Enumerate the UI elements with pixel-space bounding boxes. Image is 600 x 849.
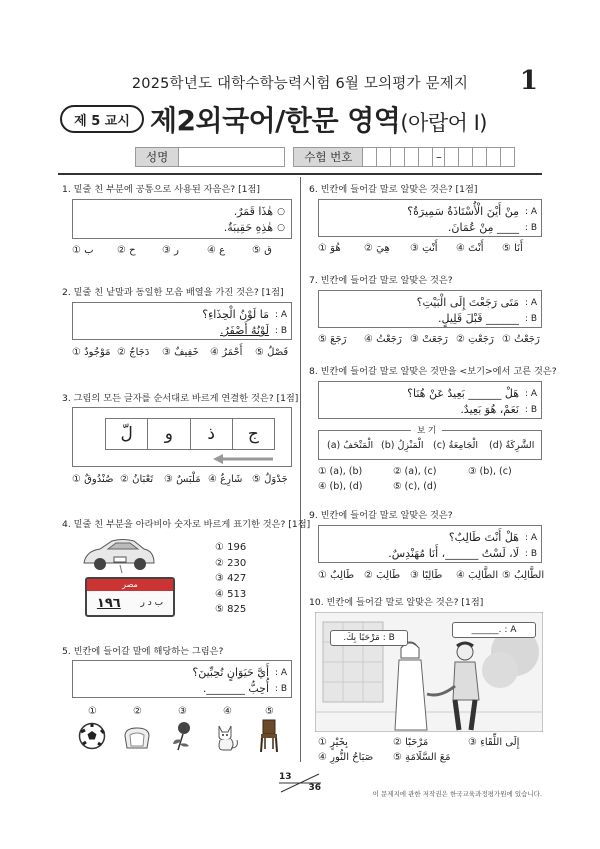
q10-option[interactable]: ④ صَبَاحُ النُّورِ: [318, 752, 374, 763]
q5-a: أَيَّ حَيَوَانٍ تُحِبِّينَ؟: [192, 666, 269, 679]
q9-tag-b: : B: [524, 549, 537, 559]
q6-option[interactable]: ④ أَنْتَ: [456, 243, 484, 254]
subject-sub: (아랍어 Ⅰ): [400, 111, 487, 135]
q4-option[interactable]: ④ 513: [215, 588, 247, 600]
q7-option[interactable]: ③ رَجَعَتْ: [410, 334, 448, 345]
q6-option[interactable]: ⑤ أَنَا: [502, 243, 523, 254]
q5-b: أُحِبُّ _______.: [202, 682, 269, 695]
q8-bogi-item: (a) الْمَتْحَفُ: [327, 440, 374, 451]
page-total: 36: [308, 783, 321, 793]
q9-option[interactable]: ④ الطَّالِبَ: [456, 570, 499, 581]
q2-tag-a: : A: [274, 310, 287, 320]
q3-letter: و: [148, 419, 190, 449]
q3-letter: لّ: [106, 419, 148, 449]
q2-stem: 2. 밑줄 친 낱말과 동일한 모음 배열을 가진 것은? [1점]: [62, 287, 284, 298]
q3-options: [72, 474, 292, 485]
q6-stem: 6. 빈칸에 들어갈 말로 알맞은 것은? [1점]: [309, 184, 478, 195]
exam-number-dash: –: [433, 147, 445, 167]
q6-option[interactable]: ② هِيَ: [364, 243, 390, 254]
chair-icon: [257, 718, 281, 754]
q8-option[interactable]: ① (a), (b): [318, 466, 363, 477]
copyright: 이 문제지에 관한 저작권은 한국교육과정평가원에 있습니다.: [372, 790, 542, 798]
q10-option[interactable]: ② مَرْحَبًا: [393, 737, 429, 748]
q4-options: [215, 540, 246, 618]
q3-option[interactable]: ② تَعْبَانُ: [120, 474, 154, 485]
q10-stem: 10. 빈칸에 들어갈 말로 알맞은 것은? [1점]: [309, 597, 484, 608]
q9-a: هَلْ أَنْتَ طَالِبٌ؟: [448, 531, 519, 544]
car-icon: [78, 535, 158, 575]
q6-tag-a: : A: [524, 207, 537, 217]
q10-options-row2: [318, 752, 483, 763]
q7-tag-b: : B: [524, 314, 537, 324]
q2-option[interactable]: ③ خَفِيفٌ: [162, 347, 199, 358]
q5-num[interactable]: ④: [223, 706, 232, 717]
q3-letter-strip: [105, 418, 275, 450]
q7-a: مَتَى رَجَعْتَ إِلَى الْبَيْتِ؟: [416, 296, 519, 309]
exam-number-cell[interactable]: [445, 147, 459, 167]
q10-option[interactable]: ① بِخَيْرٍ: [318, 737, 348, 748]
q2-option[interactable]: ① مَوْجُودٌ: [72, 347, 111, 358]
session-badge: 제 5 교시: [60, 105, 144, 133]
exam-number-cell[interactable]: [501, 147, 515, 167]
q6-tag-b: : B: [524, 223, 537, 233]
q1-bullet: ○: [277, 223, 285, 233]
page-number: 1: [519, 66, 538, 96]
q6-a: مِنْ أَيْنَ الْأُسْتَاذَةُ سَمِيرَةُ؟: [407, 205, 519, 218]
q9-box: [318, 525, 542, 563]
q1-option[interactable]: ③ ر: [162, 245, 179, 256]
column-divider: [300, 177, 301, 762]
q3-stem: 3. 그림의 모든 글자를 순서대로 바르게 연결한 것은? [1점]: [62, 393, 299, 404]
q2-option[interactable]: ② دَجَاجٌ: [117, 347, 150, 358]
q7-option[interactable]: ④ رَجَعْتُ: [364, 334, 402, 345]
q8-bogi-label: 보 기: [411, 424, 442, 436]
q10-bubble-a: ______. : A: [452, 622, 536, 638]
q1-box: [72, 199, 292, 239]
q1-option[interactable]: ① ب: [72, 245, 94, 256]
q4-option[interactable]: ② 230: [215, 557, 247, 569]
q2-option[interactable]: ④ أَحْمَرُ: [210, 347, 243, 358]
exam-title-line: 2025학년도 대학수학능력시험 6월 모의평가 문제지: [131, 76, 469, 92]
page-fraction: [279, 772, 321, 794]
q3-option[interactable]: ⑤ جَدْوَلٌ: [252, 474, 288, 485]
name-field[interactable]: [179, 147, 285, 167]
q3-option[interactable]: ① صُنْدُوقٌ: [72, 474, 114, 485]
q7-box: [318, 290, 542, 328]
q7-options: [318, 334, 542, 345]
exam-number-cell[interactable]: [377, 147, 391, 167]
q3-letter: ج: [247, 424, 259, 444]
q3-option[interactable]: ④ شَارِعٌ: [208, 474, 243, 485]
exam-number-cell[interactable]: [391, 147, 405, 167]
q8-options-row1: [318, 466, 538, 477]
name-label: 성명: [135, 147, 179, 167]
q9-option[interactable]: ② طَالِبَ: [364, 570, 401, 581]
q9-tag-a: : A: [524, 533, 537, 543]
q8-option[interactable]: ③ (b), (c): [468, 466, 512, 477]
q10-options-row1: [318, 737, 542, 748]
q8-a: هَلْ ______ بَعِيدٌ عَنْ هُنَا؟: [407, 387, 519, 400]
q7-tag-a: : A: [524, 298, 537, 308]
plate-country: مصر: [87, 579, 173, 591]
q1-line1: هٰذَا قَمَرٌ.: [233, 205, 273, 218]
q4-stem: 4. 밑줄 친 부분을 아라비아 숫자로 바르게 표기한 것은? [1점]: [62, 519, 311, 530]
q2-a: مَا لَوْنُ الْحِذَاءِ؟: [202, 308, 269, 321]
q1-stem: 1. 밑줄 친 부분에 공통으로 사용된 자음은? [1점]: [62, 184, 260, 195]
q9-option[interactable]: ⑤ الطَّالِبُ: [502, 570, 545, 581]
q8-b: نَعَمْ، هُوَ بَعِيدٌ.: [460, 403, 519, 416]
id-bar: [135, 147, 515, 167]
q1-option[interactable]: ⑤ ق: [252, 245, 272, 256]
q8-options-row2: [318, 481, 468, 492]
q2-box: [72, 302, 292, 340]
q1-line2: هٰذِهِ حَقِيبَةٌ.: [223, 221, 273, 234]
q4-option[interactable]: ⑤ 825: [215, 604, 247, 615]
q1-option[interactable]: ② ح: [117, 245, 136, 256]
q8-option[interactable]: ② (a), (c): [393, 466, 437, 477]
bread-icon: [122, 726, 152, 750]
q2-options: [72, 347, 295, 358]
q6-option[interactable]: ① هُوَ: [318, 243, 341, 254]
q9-option[interactable]: ③ طَالِبًا: [410, 570, 443, 581]
q8-tag-a: : A: [524, 389, 537, 399]
q3-option[interactable]: ③ مَلْبَسٌ: [164, 474, 201, 485]
q8-box: [318, 381, 542, 419]
exam-number-label: 수험 번호: [293, 147, 363, 167]
exam-number-cell[interactable]: [487, 147, 501, 167]
q8-bogi-box: [318, 426, 542, 460]
q3-box: [72, 407, 292, 467]
exam-number-cell[interactable]: [405, 147, 419, 167]
q7-option[interactable]: ⑤ رَجَعَ: [318, 334, 347, 345]
subject-title: [150, 99, 487, 139]
q9-stem: 9. 빈칸에 들어갈 말로 알맞은 것은?: [309, 510, 453, 521]
q3-letter: ذ: [191, 419, 233, 449]
q7-stem: 7. 빈칸에 들어갈 말로 알맞은 것은?: [309, 275, 453, 286]
q4-option[interactable]: ③ 427: [215, 573, 247, 584]
q6-box: [318, 199, 542, 237]
q2-b: لَوْنُهُ أَصْفَرُ.: [219, 324, 269, 337]
q5-num[interactable]: ③: [178, 706, 187, 717]
q1-option[interactable]: ④ ع: [207, 245, 226, 256]
q5-num[interactable]: ②: [133, 706, 142, 717]
rose-icon: [170, 720, 196, 752]
q8-tag-b: : B: [524, 405, 537, 415]
exam-number-cell[interactable]: [473, 147, 487, 167]
soccer-ball-icon: [78, 722, 106, 750]
page-current: 13: [279, 772, 292, 782]
q8-bogi-item: (d) الشَّرِكَةُ: [489, 440, 535, 451]
exam-number-cell[interactable]: [459, 147, 473, 167]
q8-bogi-item: (c) الْجَامِعَةُ: [433, 440, 478, 451]
q7-option[interactable]: ① رَجَعْتُ: [502, 334, 540, 345]
exam-number-cell[interactable]: [419, 147, 433, 167]
q5-stem: 5. 빈칸에 들어갈 말에 해당하는 그림은?: [62, 646, 224, 657]
q1-options: [72, 245, 292, 256]
q1-bullet: ○: [277, 207, 285, 217]
plate-number: ١٩٦: [96, 595, 121, 611]
q7-option[interactable]: ② رَجَعْتِ: [456, 334, 494, 345]
q6-b: ____ مِنْ عُمَانَ.: [447, 221, 519, 234]
q8-stem: 8. 빈칸에 들어갈 말로 알맞은 것만을 <보기>에서 고른 것은?: [309, 366, 557, 377]
q5-tag-a: : A: [274, 668, 287, 678]
q7-b: ______ قَبْلَ قَلِيلٍ.: [438, 312, 519, 325]
license-plate: [85, 577, 175, 617]
q9-options: [318, 570, 545, 581]
q5-tag-b: : B: [274, 684, 287, 694]
exam-number-cell[interactable]: [363, 147, 377, 167]
q6-option[interactable]: ③ أَنْتِ: [410, 243, 438, 254]
plate-letters: ب د ر: [140, 598, 164, 608]
q10-option[interactable]: ⑤ مَعَ السَّلَامَةِ: [393, 752, 451, 763]
header-rule: [58, 173, 542, 175]
q2-tag-b: : B: [274, 326, 287, 336]
q4-option[interactable]: ① 196: [215, 542, 247, 553]
q2-option[interactable]: ⑤ فَصْلٌ: [255, 347, 289, 358]
q10-bubble-b: B : مَرْحَبًا بِكَ.: [330, 630, 408, 646]
q9-option[interactable]: ① طَالِبٌ: [318, 570, 355, 581]
q9-b: لَا، لَسْتُ ______، أَنَا مُهَنْدِسٌ.: [388, 547, 519, 560]
q10-option[interactable]: ③ إِلَى اللِّقَاءِ: [468, 737, 520, 748]
q8-bogi-items: [327, 440, 541, 451]
subject-main: 제2외국어/한문 영역: [150, 104, 401, 137]
q5-box: [72, 660, 292, 698]
q8-option[interactable]: ④ (b), (d): [318, 481, 363, 492]
q5-num[interactable]: ⑤: [265, 706, 274, 717]
q6-options: [318, 243, 542, 254]
q8-option[interactable]: ⑤ (c), (d): [393, 481, 437, 492]
arrow-left-icon: [213, 454, 275, 464]
q8-bogi-item: (b) الْمَنْزِلُ: [381, 440, 424, 451]
cat-icon: [213, 720, 241, 752]
q5-num[interactable]: ①: [88, 706, 97, 717]
